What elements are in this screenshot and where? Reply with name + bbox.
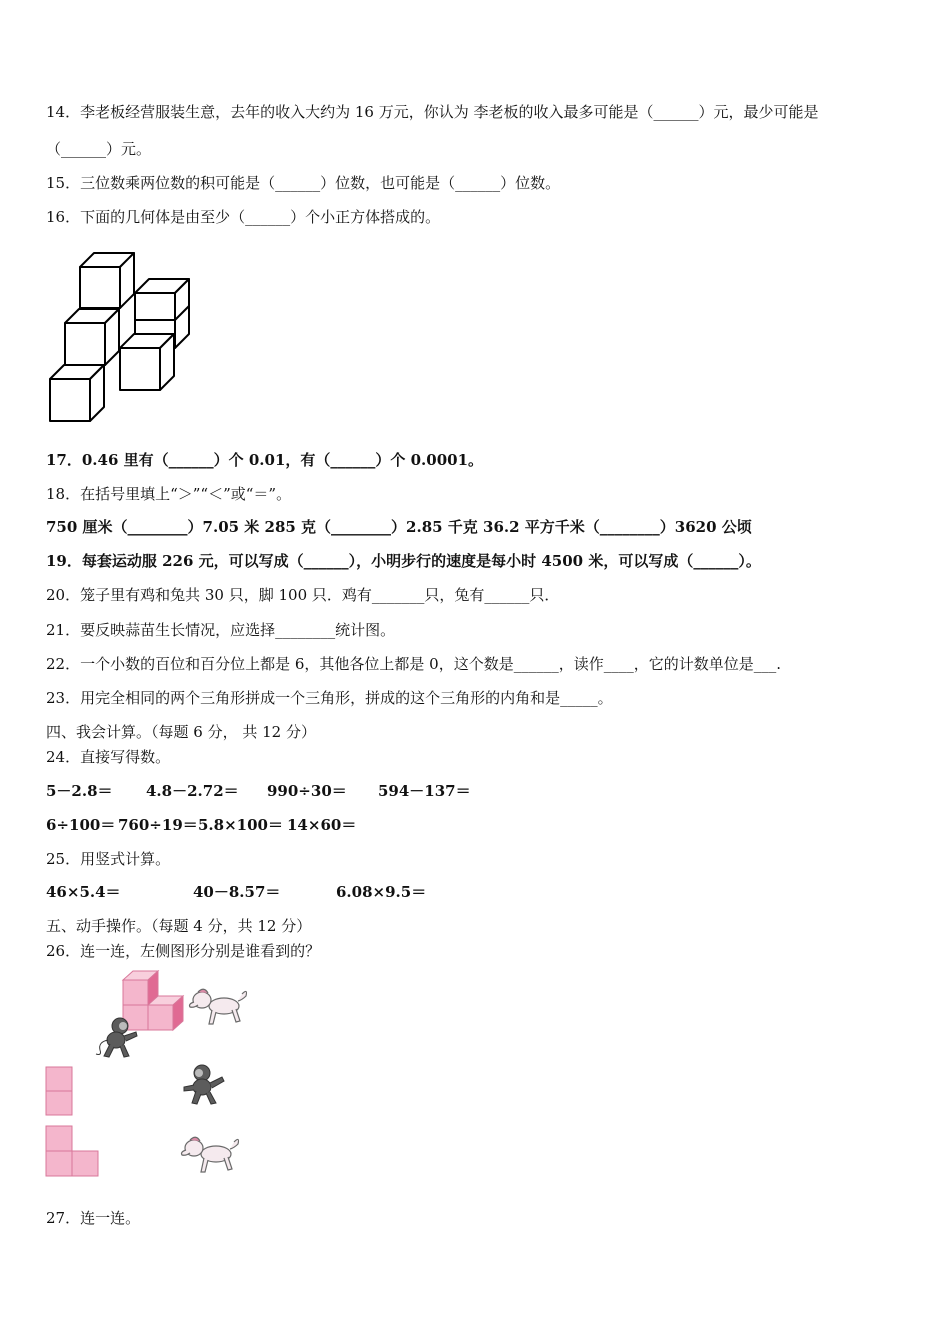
question-25: 25．用竖式计算。	[46, 850, 171, 868]
q24-row1-item: 5－2.8＝	[46, 782, 113, 800]
q24-row2-item: 760÷19＝	[118, 816, 198, 834]
question-24: 24．直接写得数。	[46, 748, 171, 766]
section-5-heading: 五、动手操作。（每题 4 分，共 12 分）	[46, 917, 312, 935]
monkey-icon	[180, 1063, 226, 1107]
question-23: 23．用完全相同的两个三角形拼成一个三角形，拼成的这个三角形的内角和是_____。	[46, 689, 613, 707]
question-17: 17．0.46 里有（______）个 0.01，有（______）个 0.0001。	[46, 451, 484, 469]
question-26: 26．连一连，左侧图形分别是谁看到的？	[46, 942, 321, 960]
q24-row1-item: 990÷30＝	[267, 782, 347, 800]
question-14-line1: 14．李老板经营服装生意，去年的收入大约为 16 万元，你认为 李老板的收入最多可能是（______）元，最少可能是	[46, 103, 819, 121]
section-4-heading: 四、我会计算。（每题 6 分， 共 12 分）	[46, 723, 316, 741]
question-21: 21．要反映蒜苗生长情况，应选择________统计图。	[46, 621, 396, 639]
q24-row2-item: 5.8×100＝	[198, 816, 283, 834]
question-14-line2: （______）元。	[46, 140, 152, 158]
question-20: 20．笼子里有鸡和兔共 30 只，脚 100 只．鸡有_______只，兔有______只．	[46, 586, 560, 604]
question-16: 16．下面的几何体是由至少（______）个小正方体搭成的。	[46, 208, 441, 226]
monkey-icon	[94, 1016, 140, 1060]
q24-row2-item: 6÷100＝	[46, 816, 116, 834]
view-shape-column	[45, 1066, 75, 1118]
question-27: 27．连一连。	[46, 1209, 141, 1227]
question-18: 18．在括号里填上“＞”“＜”或“＝”。	[46, 485, 292, 503]
dog-icon	[188, 984, 250, 1028]
q25-item: 40－8.57＝	[193, 883, 281, 901]
view-shape-l	[45, 1125, 101, 1179]
q24-row1-item: 594－137＝	[378, 782, 471, 800]
dog-icon	[180, 1132, 242, 1176]
question-19: 19．每套运动服 226 元，可以写成（______），小明步行的速度是每小时 4500 米，可以写成（______）。	[46, 552, 761, 570]
q24-row1-item: 4.8－2.72＝	[146, 782, 239, 800]
question-18-items: 750 厘米（________）7.05 米 285 克（________）2.85 千克 36.2 平方千米（________）3620 公顷	[46, 518, 752, 536]
cube-stack-figure	[44, 248, 194, 426]
q25-item: 46×5.4＝	[46, 883, 121, 901]
q24-row2-item: 14×60＝	[287, 816, 357, 834]
question-15: 15．三位数乘两位数的积可能是（______）位数，也可能是（______）位数。	[46, 174, 561, 192]
q25-item: 6.08×9.5＝	[336, 883, 427, 901]
question-22: 22．一个小数的百位和百分位上都是 6，其他各位上都是 0，这个数是______，读作____，它的计数单位是___.	[46, 655, 781, 673]
